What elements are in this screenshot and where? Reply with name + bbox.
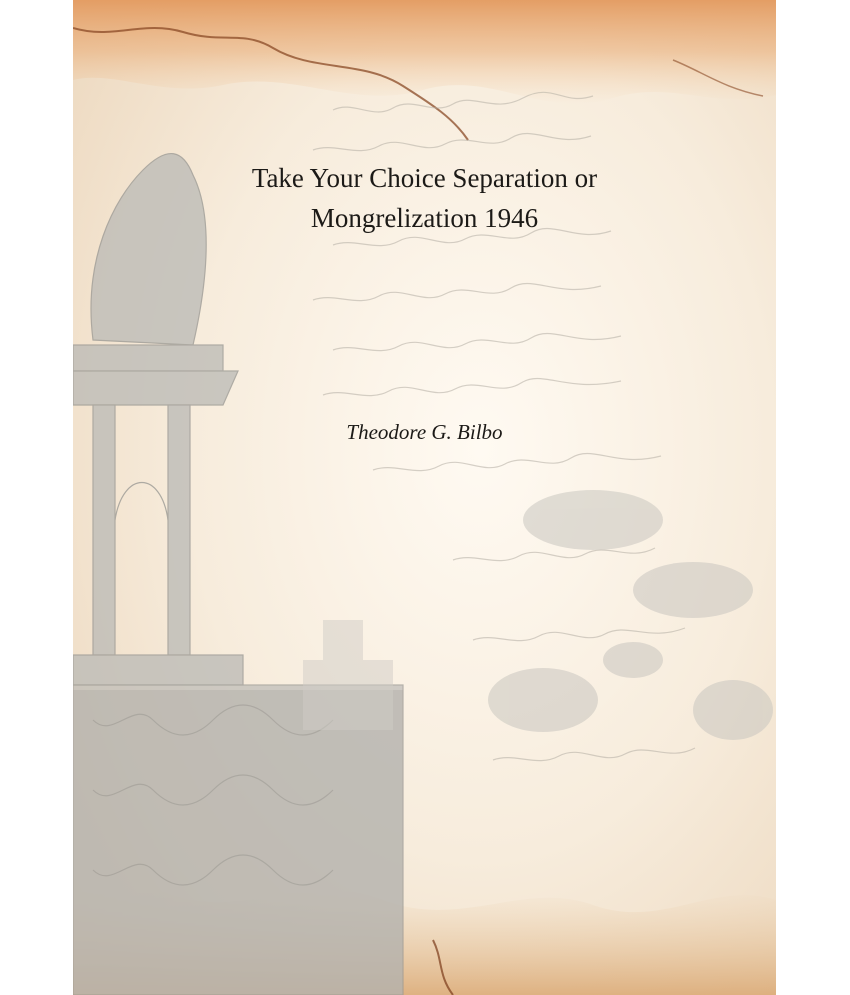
- cover-illustration: [73, 0, 776, 995]
- book-title-line-1: Take Your Choice Separation or: [251, 163, 598, 193]
- book-title: [73, 158, 776, 238]
- book-author: Theodore G. Bilbo: [346, 420, 503, 444]
- book-title-line-2: Mongrelization 1946: [310, 203, 539, 233]
- book-cover: [73, 0, 776, 995]
